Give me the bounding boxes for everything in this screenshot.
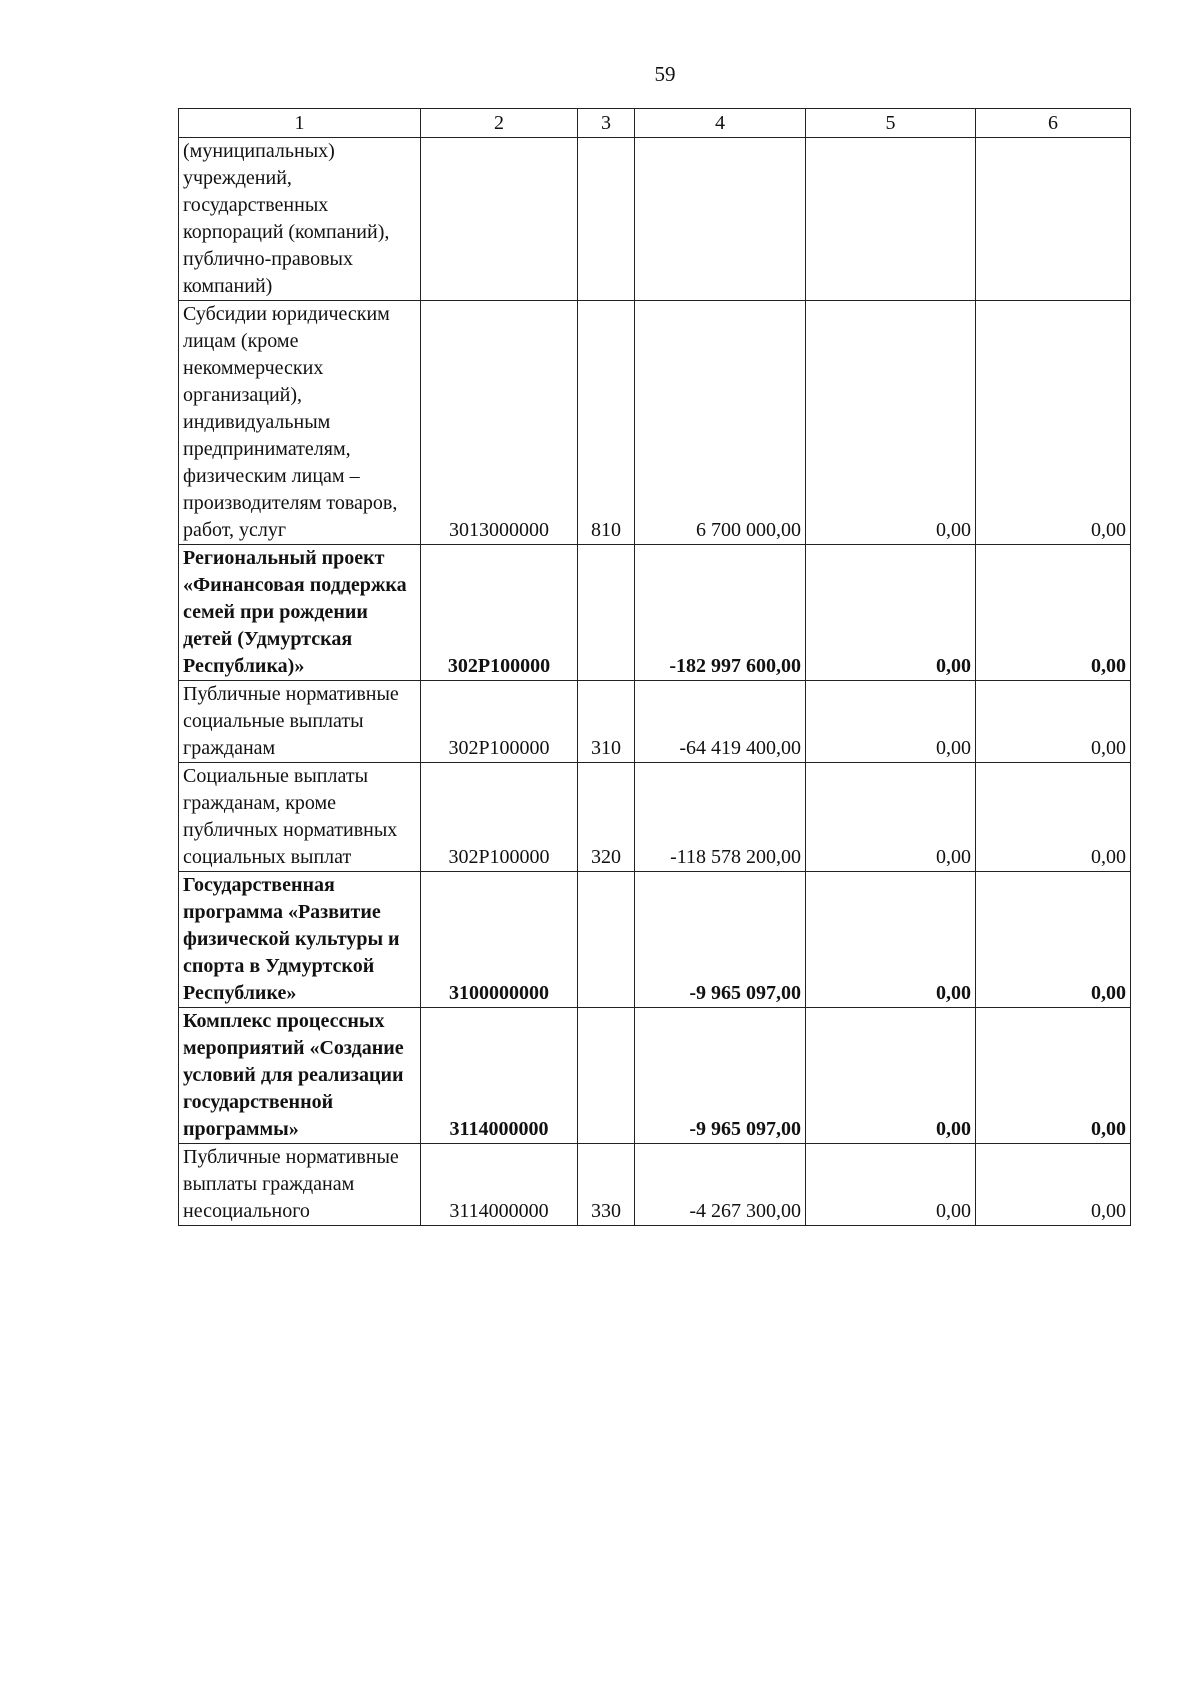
row-value-6: 0,00: [976, 1144, 1131, 1226]
table-row: [179, 1008, 1131, 1144]
row-kvr: 810: [578, 301, 635, 545]
row-value-6: 0,00: [976, 545, 1131, 681]
row-code: 3114000000: [421, 1144, 578, 1226]
column-header: 1: [179, 109, 421, 138]
row-value-5: 0,00: [806, 872, 976, 1008]
budget-table: [178, 108, 1131, 1226]
row-code: 3100000000: [421, 872, 578, 1008]
row-name: Публичные нормативные социальные выплаты гражданам: [179, 681, 421, 763]
row-value-6: [976, 138, 1131, 301]
row-name: Государственная программа «Развитие физической культуры и спорта в Удмуртской Республике»: [179, 872, 421, 1008]
row-kvr: [578, 872, 635, 1008]
row-value-4: -64 419 400,00: [635, 681, 806, 763]
row-kvr: 310: [578, 681, 635, 763]
table-row: [179, 545, 1131, 681]
row-value-6: 0,00: [976, 301, 1131, 545]
table-row: [179, 681, 1131, 763]
row-name: Публичные нормативные выплаты гражданам несоциального: [179, 1144, 421, 1226]
column-header: 2: [421, 109, 578, 138]
row-value-5: 0,00: [806, 763, 976, 872]
row-kvr: [578, 138, 635, 301]
row-value-6: 0,00: [976, 872, 1131, 1008]
row-name: Субсидии юридическим лицам (кроме некоммерческих организаций), индивидуальным предпринимателям, физическим лицам – производителям товаров, работ, услуг: [179, 301, 421, 545]
table-row: [179, 301, 1131, 545]
row-value-5: 0,00: [806, 1008, 976, 1144]
row-value-4: -182 997 600,00: [635, 545, 806, 681]
column-header: 5: [806, 109, 976, 138]
row-name: Социальные выплаты гражданам, кроме публичных нормативных социальных выплат: [179, 763, 421, 872]
row-code: 302P100000: [421, 681, 578, 763]
row-value-4: -9 965 097,00: [635, 872, 806, 1008]
row-value-6: 0,00: [976, 763, 1131, 872]
table-row: [179, 872, 1131, 1008]
row-value-5: 0,00: [806, 545, 976, 681]
table-header-row: [179, 109, 1131, 138]
row-value-6: 0,00: [976, 681, 1131, 763]
row-kvr: 330: [578, 1144, 635, 1226]
row-kvr: [578, 1008, 635, 1144]
row-value-4: 6 700 000,00: [635, 301, 806, 545]
column-header: 3: [578, 109, 635, 138]
column-header: 6: [976, 109, 1131, 138]
row-kvr: [578, 545, 635, 681]
row-value-4: -118 578 200,00: [635, 763, 806, 872]
column-header: 4: [635, 109, 806, 138]
row-code: 302P100000: [421, 545, 578, 681]
row-value-5: [806, 138, 976, 301]
row-value-5: 0,00: [806, 1144, 976, 1226]
row-code: [421, 138, 578, 301]
row-value-5: 0,00: [806, 301, 976, 545]
row-name: Комплекс процессных мероприятий «Создание условий для реализации государственной программы»: [179, 1008, 421, 1144]
row-value-4: -4 267 300,00: [635, 1144, 806, 1226]
table-row: [179, 138, 1131, 301]
row-value-5: 0,00: [806, 681, 976, 763]
row-value-4: [635, 138, 806, 301]
row-code: 302P100000: [421, 763, 578, 872]
row-value-4: -9 965 097,00: [635, 1008, 806, 1144]
row-kvr: 320: [578, 763, 635, 872]
table-row: [179, 1144, 1131, 1226]
row-code: 3114000000: [421, 1008, 578, 1144]
row-name: Региональный проект «Финансовая поддержка семей при рождении детей (Удмуртская Республика)»: [179, 545, 421, 681]
table-row: [179, 763, 1131, 872]
row-code: 3013000000: [421, 301, 578, 545]
page-number: 59: [654, 62, 676, 86]
row-name: (муниципальных) учреждений, государственных корпораций (компаний), публично-правовых компаний): [179, 138, 421, 301]
row-value-6: 0,00: [976, 1008, 1131, 1144]
